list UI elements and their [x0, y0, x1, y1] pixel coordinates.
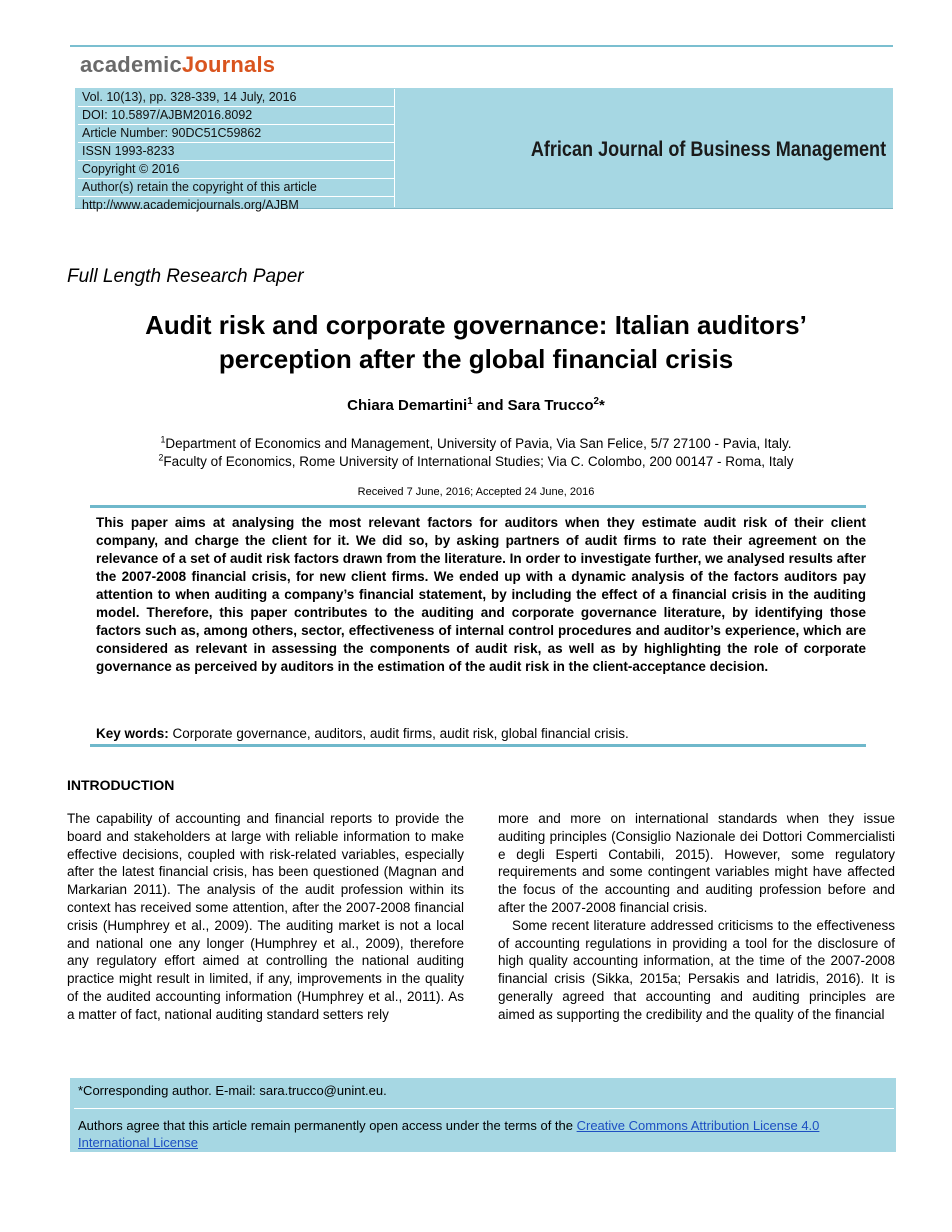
logo-part-academic: academic: [80, 52, 182, 77]
article-metadata-list: [78, 89, 394, 214]
corresponding-author-note: *Corresponding author. E-mail: sara.trucco@unint.eu.: [78, 1083, 387, 1098]
paragraph: The capability of accounting and financial reports to provide the board and stakeholders at large with reliable information to make effective decisions, coupled with risk-related variables, especially after the latest financial crisis, has been questioned (Magnan and Markarian 2011). The analysis of the audit profession within its context has received some attention, after the 2007-2008 financial crisis (Humphrey et al., 2009). The auditing market is not a local and national one any longer (Humphrey et al., 2009), therefore any regulatory effort aimed at controlling the national auditing practice might result in limited, if any, improvements in the quality of the audited accounting information (Humphrey et al., 2011). As a matter of fact, national auditing standard setters rely: [67, 811, 464, 1022]
logo-part-journals: Journals: [181, 52, 276, 77]
author-1-affil-mark: 1: [467, 396, 473, 407]
affiliation-2-mark: 2: [158, 452, 164, 463]
meta-copyright: Copyright © 2016: [78, 161, 394, 179]
meta-volume: Vol. 10(13), pp. 328-339, 14 July, 2016: [78, 89, 394, 107]
keywords-label: Key words:: [96, 726, 169, 741]
corresponding-mark: *: [598, 397, 605, 414]
section-heading-introduction: INTRODUCTION: [67, 777, 175, 793]
author-list: [60, 397, 892, 414]
body-column-right: [498, 810, 895, 1024]
keywords: [96, 726, 866, 741]
header-top-rule: [70, 45, 893, 47]
journal-name: African Journal of Business Management: [530, 138, 886, 161]
license-note: [78, 1117, 890, 1151]
meta-rights: Author(s) retain the copyright of this article: [78, 179, 394, 197]
license-text: Authors agree that this article remain permanently open access under the terms of the: [78, 1118, 577, 1133]
meta-issn: ISSN 1993-8233: [78, 143, 394, 161]
keywords-bottom-rule: [90, 744, 866, 747]
paragraph: more and more on international standards when they issue auditing principles (Consiglio Nazionale dei Dottori Commercialisti e degli Esperti Contabili, 2015). However, some regulatory requirements and some contingent variables might have affected the focus of the accounting and auditing profession before and after the 2007-2008 financial crisis.: [498, 811, 895, 915]
paper-type: Full Length Research Paper: [67, 266, 304, 287]
body-column-left: [67, 810, 464, 1024]
paper-title: [60, 308, 892, 376]
affiliations: [60, 435, 892, 471]
footer-divider: [74, 1108, 894, 1109]
abstract-top-rule: [90, 505, 866, 508]
title-line-2: perception after the global financial crisis: [218, 344, 734, 374]
received-dates: Received 7 June, 2016; Accepted 24 June, 2016: [357, 486, 595, 498]
affiliation-1: [60, 435, 892, 453]
abstract: This paper aims at analysing the most relevant factors for auditors when they estimate audit risk of their client company, and charge the client for it. We did so, by asking partners of audit firms to rate their agreement on the relevance of a set of audit risk factors drawn from the literature. In order to investigate further, we analysed results after the 2007-2008 financial crisis, for new client firms. We ended up with a dynamic analysis of the factors auditors pay attention to when auditing a company’s financial statement, by including the effect of a financial crisis in the auditing model. Therefore, this paper contributes to the auditing and corporate governance literature, by identifying those factors such as, among others, sector, effectiveness of internal control procedures and auditor’s experience, which are considered as relevant in assessing the components of audit risk, as well as by highlighting the role of corporate governance as perceived by auditors in the estimation of the audit risk in the client-acceptance decision.: [96, 515, 866, 674]
affiliation-1-text: Department of Economics and Management, University of Pavia, Via San Felice, 5/7 27100 - Pavia, Italy.: [165, 436, 792, 451]
author-1: Chiara Demartini: [347, 397, 468, 414]
author-2-affil-mark: 2: [593, 396, 599, 407]
metadata-divider: [394, 89, 395, 207]
affiliation-2: [60, 453, 892, 471]
author-2: and Sara Trucco: [472, 397, 594, 414]
meta-article-number: Article Number: 90DC51C59862: [78, 125, 394, 143]
license-link[interactable]: Creative Commons Attribution License 4.0 International License: [78, 1118, 820, 1150]
meta-journal-url[interactable]: http://www.academicjournals.org/AJBM: [82, 198, 299, 212]
affiliation-1-mark: 1: [160, 434, 166, 445]
affiliation-2-text: Faculty of Economics, Rome University of International Studies; Via C. Colombo, 200 00147 - Roma, Italy: [163, 454, 794, 469]
title-line-1: Audit risk and corporate governance: Italian auditors’: [145, 310, 807, 340]
meta-doi: DOI: 10.5897/AJBM2016.8092: [78, 107, 394, 125]
publisher-logo[interactable]: [80, 52, 275, 78]
paragraph: Some recent literature addressed criticisms to the effectiveness of accounting regulations in providing a tool for the disclosure of high quality accounting information, at the time of the 2007-2008 financial crisis (Sikka, 2015a; Persakis and Iatridis, 2016). It is generally agreed that accounting and auditing principles are aimed as supporting the credibility and the quality of the financial: [498, 917, 895, 1022]
keywords-text: Corporate governance, auditors, audit firms, audit risk, global financial crisis.: [168, 726, 629, 741]
